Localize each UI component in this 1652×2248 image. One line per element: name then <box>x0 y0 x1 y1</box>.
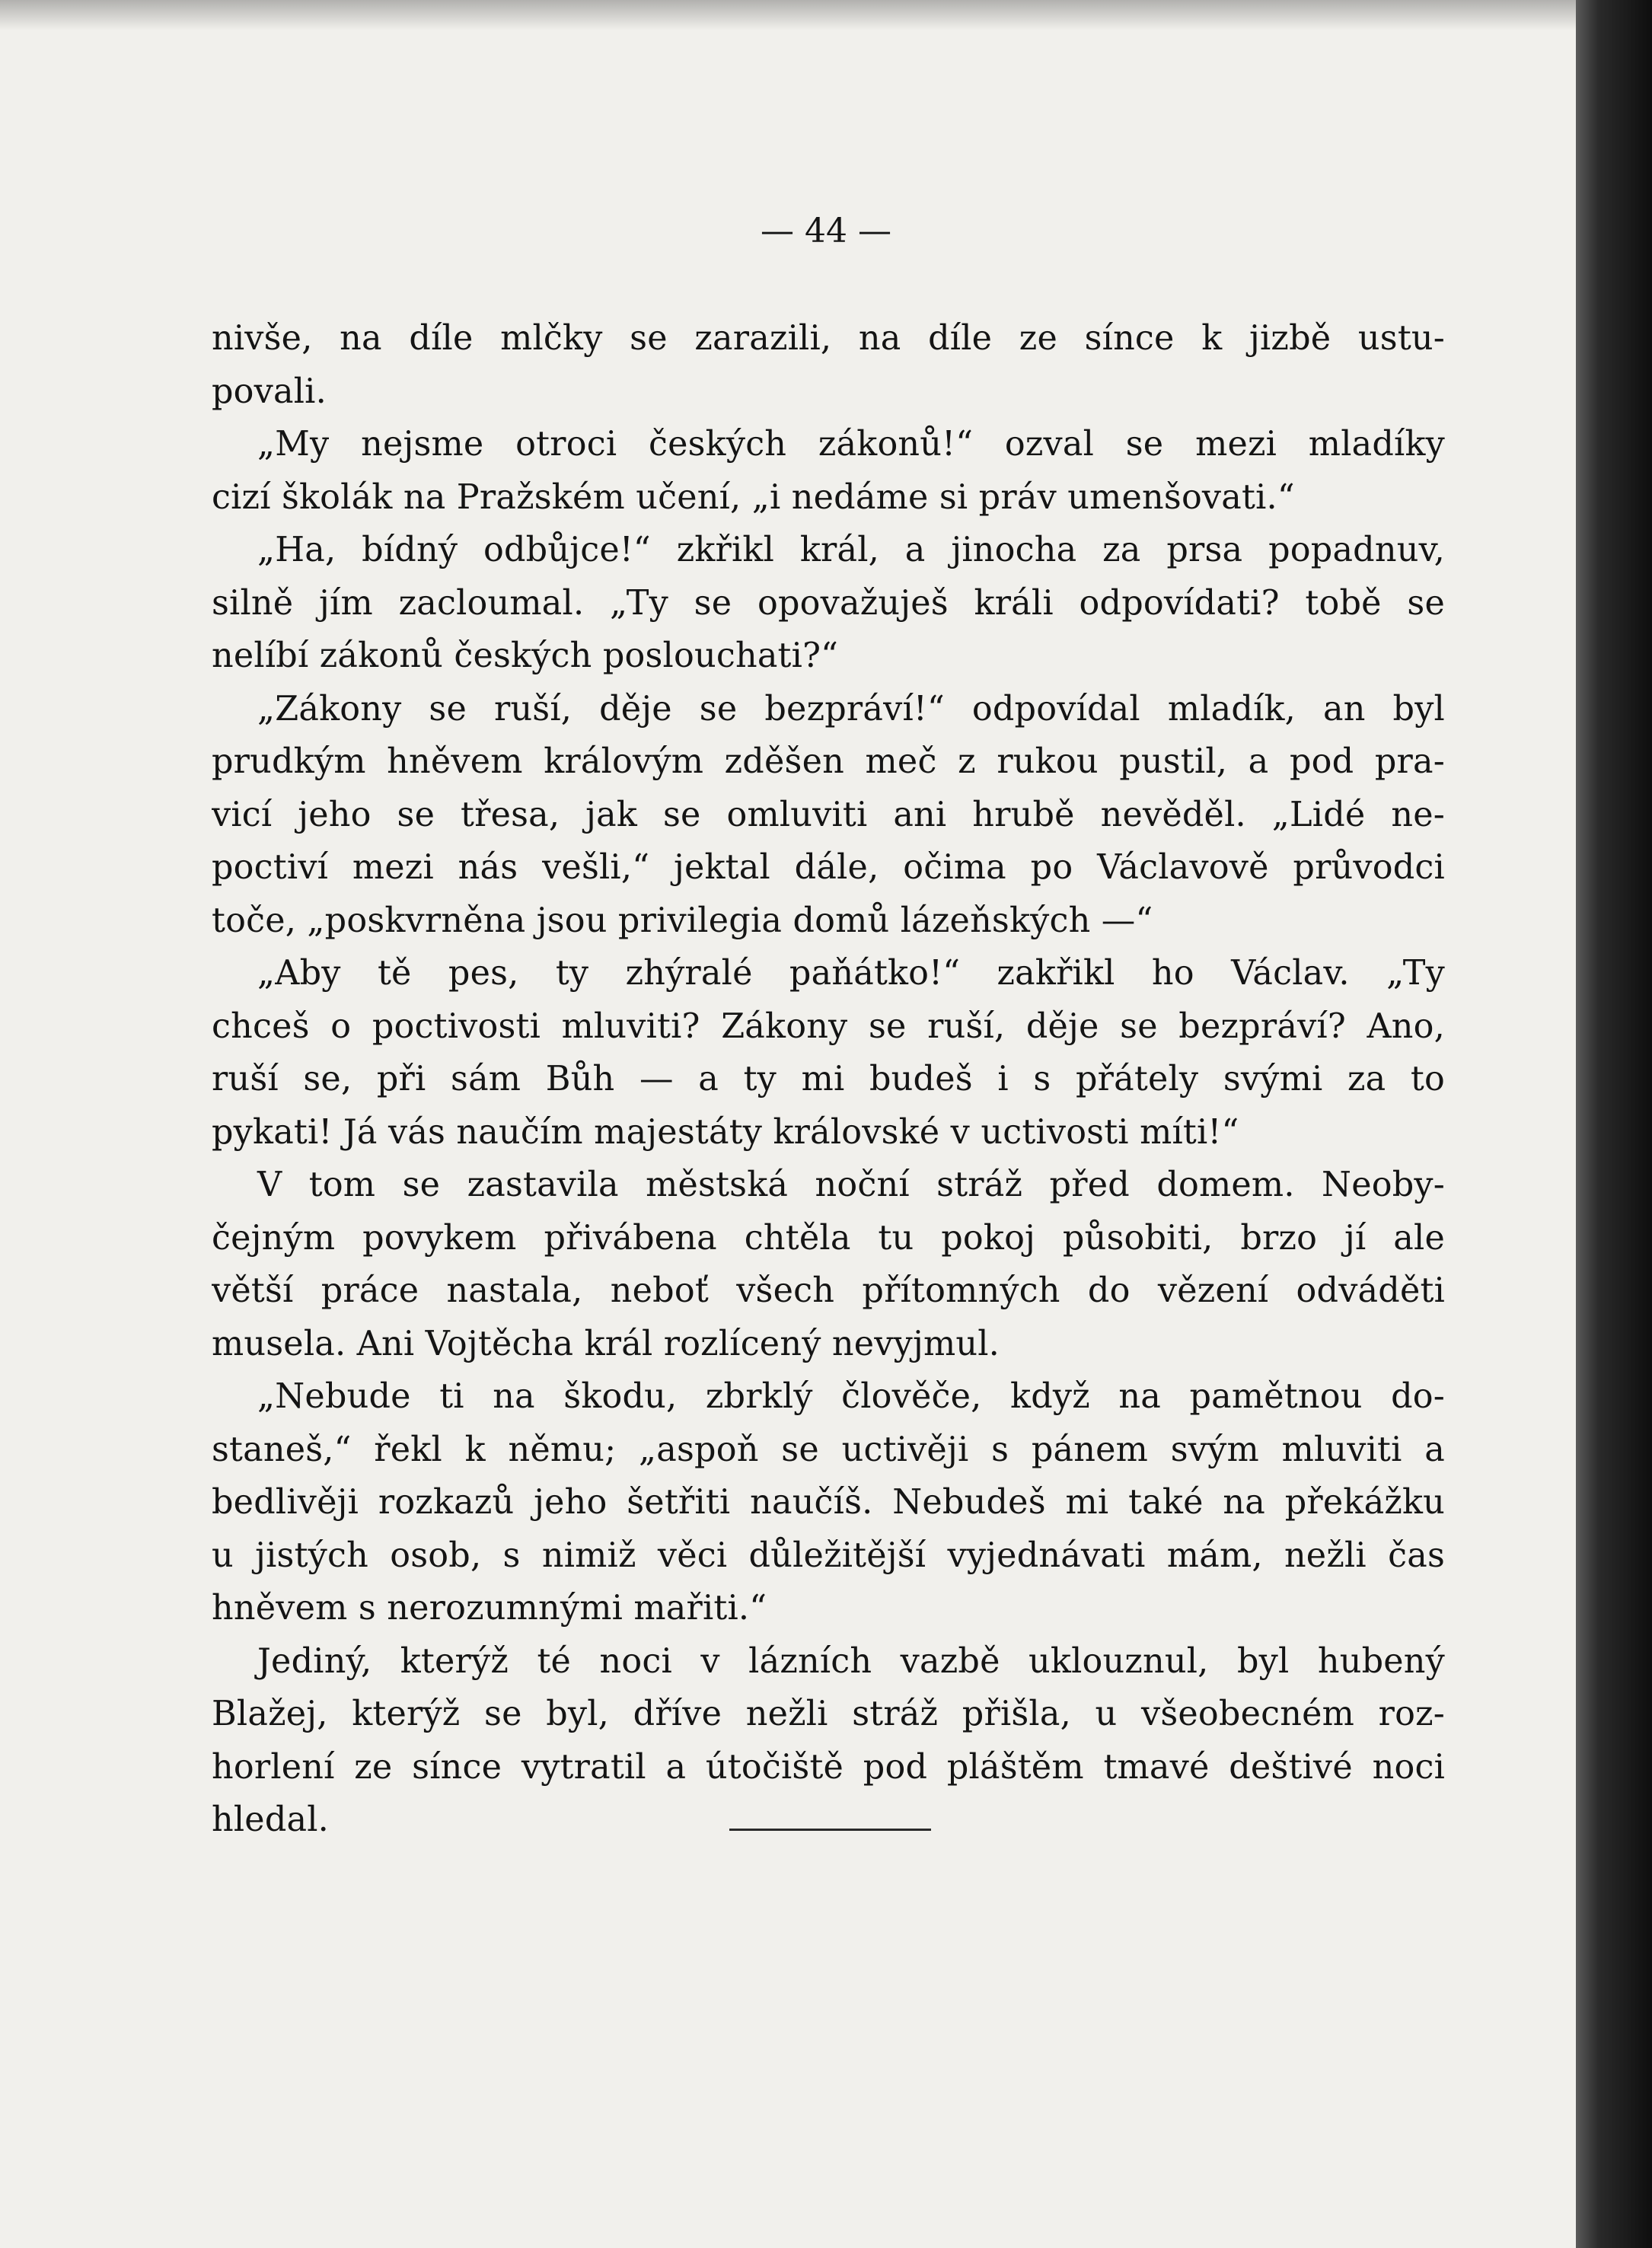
text-line: nelíbí zákonů českých poslouchati?“ <box>212 636 839 675</box>
text-line: větší práce nastala, neboť všech přítomných do vězení odváděti <box>212 1271 1445 1310</box>
text-line: V tom se zastavila městská noční stráž před domem. Neoby- <box>257 1165 1445 1204</box>
section-end-rule <box>729 1829 931 1831</box>
text-line: musela. Ani Vojtěcha král rozlícený nevyjmul. <box>212 1324 1000 1363</box>
text-line: u jistých osob, s nimiž věci důležitější vyjednávati mám, nežli čas <box>212 1535 1445 1575</box>
text-line: poctiví mezi nás vešli,“ jektal dále, očima po Václavově průvodci <box>212 848 1445 887</box>
text-line: „Zákony se ruší, děje se bezpráví!“ odpovídal mladík, an byl <box>257 689 1445 729</box>
text-line: hledal. <box>212 1800 330 1839</box>
text-line: toče, „poskvrněna jsou privilegia domů lázeňských —“ <box>212 901 1153 940</box>
text-line: „Ha, bídný odbůjce!“ zkřikl král, a jinocha za prsa popadnuv, <box>257 531 1445 569</box>
text-line: nivše, na díle mlčky se zarazili, na díle ze sínce k jizbě ustu- <box>212 319 1445 358</box>
text-line: horlení ze sínce vytratil a útočiště pod pláštěm tmavé deštivé noci <box>212 1747 1445 1787</box>
text-line: prudkým hněvem královým zděšen meč z rukou pustil, a pod pra- <box>212 742 1445 781</box>
text-line: pykati! Já vás naučím majestáty královské v uctivosti míti!“ <box>212 1112 1239 1152</box>
scan-top-shadow <box>0 0 1576 30</box>
text-line: cizí školák na Pražském učení, „i nedáme si práv umenšovati.“ <box>212 477 1295 517</box>
text-line: ruší se, při sám Bůh — a ty mi budeš i s přátely svými za to <box>212 1060 1445 1098</box>
text-line: Blažej, kterýž se byl, dříve nežli stráž přišla, u všeobecném roz- <box>212 1695 1445 1733</box>
body-text <box>212 312 1445 1847</box>
scan-binding-shadow <box>1576 0 1652 2248</box>
text-line: „Aby tě pes, ty zhýralé paňátko!“ zakřikl ho Václav. „Ty <box>257 954 1445 993</box>
text-line: „My nejsme otroci českých zákonů!“ ozval se mezi mladíky <box>257 425 1445 464</box>
text-line: Jediný, kterýž té noci v lázních vazbě uklouznul, byl hubený <box>257 1641 1445 1681</box>
text-line: staneš,“ řekl k němu; „aspoň se uctivěji s pánem svým mluviti a <box>212 1430 1445 1469</box>
text-line: čejným povykem přivábena chtěla tu pokoj působiti, brzo jí ale <box>212 1218 1445 1258</box>
text-line: chceš o poctivosti mluviti? Zákony se ruší, děje se bezpráví? Ano, <box>212 1006 1445 1046</box>
text-line: hněvem s nerozumnými mařiti.“ <box>212 1589 767 1628</box>
text-line: „Nebude ti na škodu, zbrklý člověče, když na pamětnou do- <box>257 1377 1445 1416</box>
text-line: bedlivěji rozkazů jeho šetřiti naučíš. Nebudeš mi také na překážku <box>212 1483 1445 1522</box>
text-line: vicí jeho se třesa, jak se omluviti ani hrubě nevěděl. „Lidé ne- <box>212 795 1445 834</box>
text-line: silně jím zacloumal. „Ty se opovažuješ králi odpovídati? tobě se <box>212 583 1445 623</box>
text-line: povali. <box>212 371 327 411</box>
page-number: — 44 — <box>761 212 891 250</box>
